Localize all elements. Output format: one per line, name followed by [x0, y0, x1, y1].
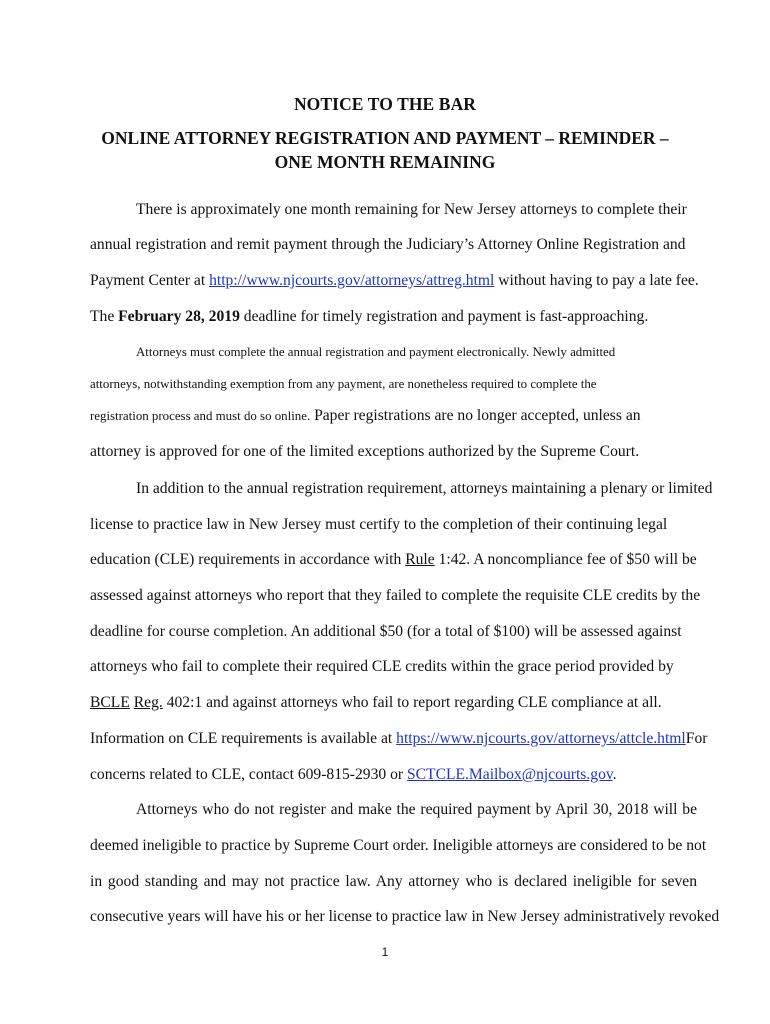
subtitle-line-1: ONLINE ATTORNEY REGISTRATION AND PAYMENT – REMINDER – [101, 128, 669, 148]
paragraph-4-line-3: in good standing and may not practice law. Any attorney who is declared ineligible for seven [90, 873, 697, 890]
cle-email-link[interactable]: SCTCLE.Mailbox@njcourts.gov [406, 766, 613, 783]
text-span: education (CLE) requirements in accordance with [90, 551, 406, 568]
paragraph-3-line-4: assessed against attorneys who report that they failed to complete the requisite CLE credits by the [90, 587, 701, 604]
text-span: deadline for timely registration and payment is fast-approaching. [239, 308, 649, 325]
text-span: Paper registrations are no longer accepted, unless an [310, 407, 641, 424]
rule-reference: Rule [405, 551, 435, 568]
paragraph-2-line-4: attorney is approved for one of the limited exceptions authorized by the Supreme Court. [90, 443, 640, 460]
subtitle-line-2: ONE MONTH REMAINING [274, 152, 496, 172]
paragraph-2-line-2: attorneys, notwithstanding exemption from any payment, are nonetheless required to complete the [90, 377, 597, 391]
paragraph-3-line-7 [90, 693, 662, 713]
text-span: 1:42. A noncompliance fee of $50 will be [434, 551, 697, 568]
bcle-reference: BCLE [90, 694, 130, 711]
paragraph-1-line-1: There is approximately one month remaining for New Jersey attorneys to complete their [136, 201, 687, 218]
text-span: concerns related to CLE, contact 609-815-2930 or [90, 766, 407, 783]
paragraph-4-line-2: deemed ineligible to practice by Supreme Court order. Ineligible attorneys are considered to be not [90, 837, 707, 854]
text-span: 402:1 and against attorneys who fail to report regarding CLE compliance at all. [162, 694, 662, 711]
text-span: The [90, 308, 119, 325]
reg-reference: Reg. [133, 694, 163, 711]
text-span: Payment Center at [90, 272, 210, 289]
cle-requirements-link[interactable]: https://www.njcourts.gov/attorneys/attcle.html [396, 730, 686, 747]
page-number: 1 [381, 945, 389, 959]
paragraph-3-line-2: license to practice law in New Jersey must certify to the completion of their continuing legal [90, 516, 668, 533]
deadline-date: February 28, 2019 [118, 308, 240, 325]
paragraph-1-line-4 [90, 307, 648, 327]
page-subtitle [60, 126, 710, 174]
text-span: For [685, 730, 708, 747]
text-span: . [612, 766, 617, 783]
paragraph-2-line-3 [90, 406, 641, 426]
paragraph-3-line-8 [90, 729, 707, 749]
text-span: Information on CLE requirements is available at [90, 730, 397, 747]
page-title: NOTICE TO THE BAR [293, 94, 477, 114]
paragraph-1-line-2: annual registration and remit payment through the Judiciary’s Attorney Online Registration and [90, 236, 686, 253]
paragraph-3-line-5: deadline for course completion. An additional $50 (for a total of $100) will be assessed against [90, 623, 682, 640]
paragraph-4-line-1: Attorneys who do not register and make the required payment by April 30, 2018 will be [136, 801, 697, 818]
paragraph-3-line-6: attorneys who fail to complete their required CLE credits within the grace period provided by [90, 658, 674, 675]
paragraph-4-line-4: consecutive years will have his or her license to practice law in New Jersey administratively revoked [90, 908, 720, 925]
paragraph-2-line-1: Attorneys must complete the annual registration and payment electronically. Newly admitted [136, 345, 616, 359]
paragraph-3-line-9 [90, 765, 617, 785]
paragraph-3-line-3 [90, 550, 697, 570]
attorney-registration-link[interactable]: http://www.njcourts.gov/attorneys/attreg.html [209, 272, 495, 289]
text-span: registration process and must do so online. [90, 409, 311, 423]
paragraph-3-line-1: In addition to the annual registration requirement, attorneys maintaining a plenary or limited [136, 480, 713, 497]
text-span: without having to pay a late fee. [494, 272, 699, 289]
paragraph-1-line-3 [90, 271, 699, 291]
